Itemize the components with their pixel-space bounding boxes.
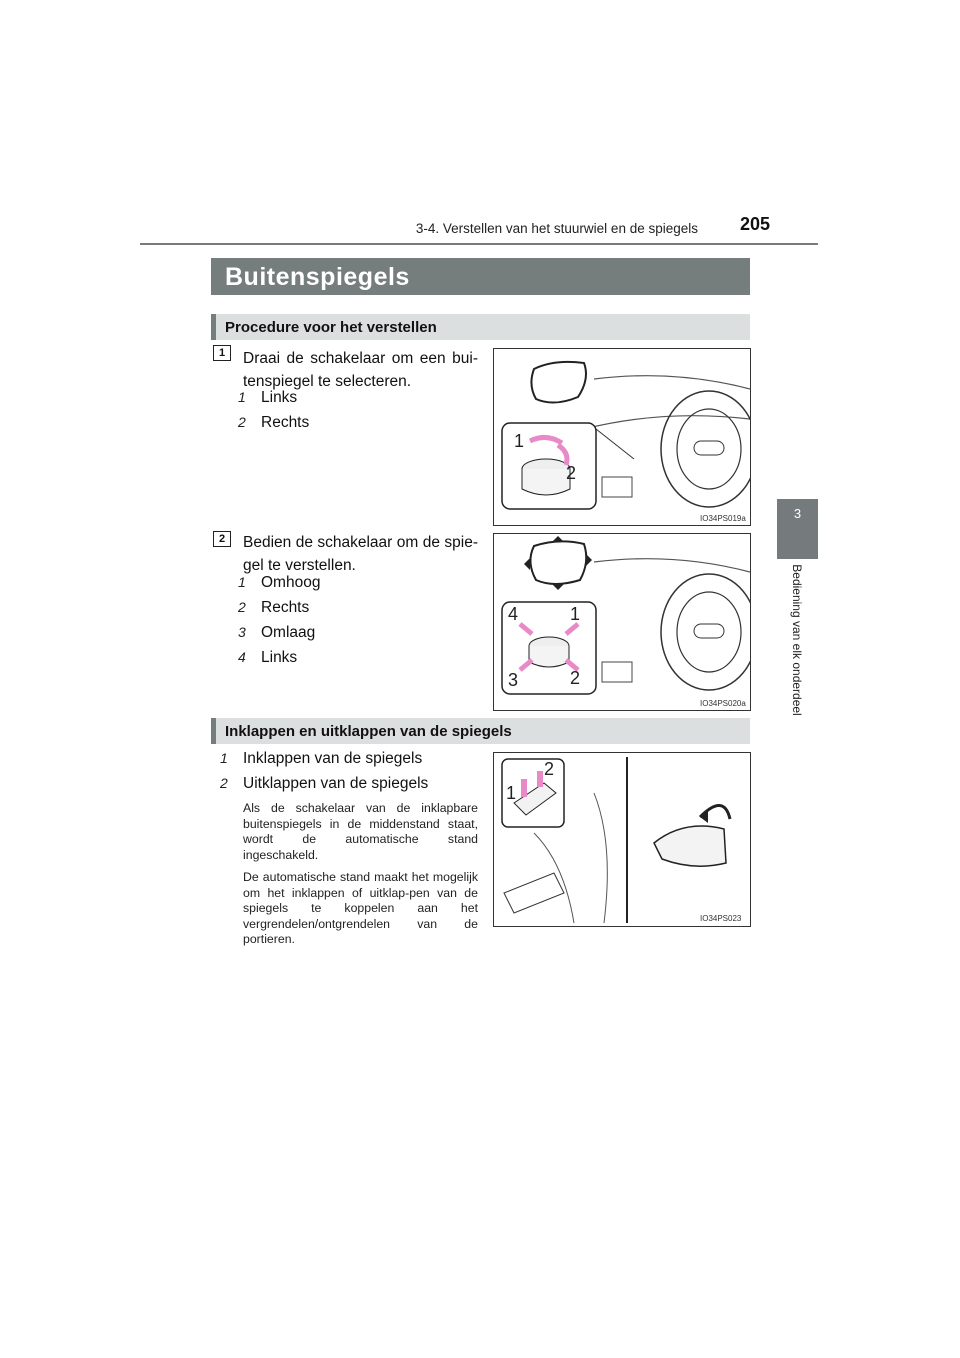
header-rule [140, 243, 818, 245]
subsection-title: Inklappen en uitklappen van de spiegels [225, 723, 512, 740]
subsection-title: Procedure voor het verstellen [225, 319, 437, 336]
subsection-header-fold [211, 718, 750, 744]
step-number-box: 1 [213, 345, 231, 361]
note-paragraph: Als de schakelaar van de inklapbare buitenspiegels in de middenstand staat, wordt de automatische stand ingeschakeld. [243, 801, 478, 862]
callout-4: 4 [508, 604, 519, 624]
callout-2: 2 [544, 759, 555, 779]
callout-1: 1 [514, 431, 525, 451]
item-number: 4 [238, 649, 246, 665]
figure-mirror-select [493, 348, 751, 526]
chapter-tab: 3 [777, 499, 818, 559]
item-label: Links [261, 389, 298, 406]
item-label: Inklappen van de spiegels [243, 750, 423, 767]
callout-1: 1 [506, 783, 517, 803]
item-number: 2 [238, 599, 246, 615]
step-number-box: 2 [213, 531, 231, 547]
figure-mirror-fold [493, 752, 751, 927]
figure-id: IO34PS020a [700, 699, 746, 708]
item-label: Omlaag [261, 624, 316, 641]
figure-id: IO34PS019a [700, 514, 746, 523]
subsection-marker [211, 314, 216, 340]
callout-1: 1 [570, 604, 581, 624]
item-number: 1 [220, 750, 228, 766]
item-number: 2 [220, 775, 228, 791]
running-header-title: 3-4. Verstellen van het stuurwiel en de spiegels [415, 221, 698, 236]
item-label: Rechts [261, 599, 310, 616]
item-label: Omhoog [261, 574, 321, 591]
figure-id: IO34PS023 [700, 914, 742, 923]
item-label: Rechts [261, 414, 310, 431]
item-number: 2 [238, 414, 246, 430]
item-label: Uitklappen van de spiegels [243, 775, 429, 792]
note-paragraph: De automatische stand maakt het mogelijk om het inklappen of uitklap-pen van de spiegels te koppelen aan het vergrendelen/ontgrendelen van de portieren. [243, 870, 478, 946]
item-number: 1 [238, 389, 246, 405]
subsection-marker [211, 718, 216, 744]
step-text: Draai de schakelaar om een bui-tenspiegel te selecteren. [243, 350, 478, 390]
callout-2: 2 [566, 463, 577, 483]
section-banner [211, 258, 750, 295]
item-number: 3 [238, 624, 246, 640]
callout-2: 2 [570, 668, 581, 688]
chapter-tab-label: Bediening van elk onderdeel [790, 564, 804, 716]
item-number: 1 [238, 574, 246, 590]
page-number: 205 [740, 214, 771, 234]
item-label: Links [261, 649, 298, 666]
figure-mirror-adjust [493, 533, 751, 711]
section-title: Buitenspiegels [225, 263, 410, 291]
subsection-header-adjust [211, 314, 750, 340]
callout-3: 3 [508, 670, 519, 690]
step-text: Bedien de schakelaar om de spie-gel te verstellen. [243, 534, 478, 574]
